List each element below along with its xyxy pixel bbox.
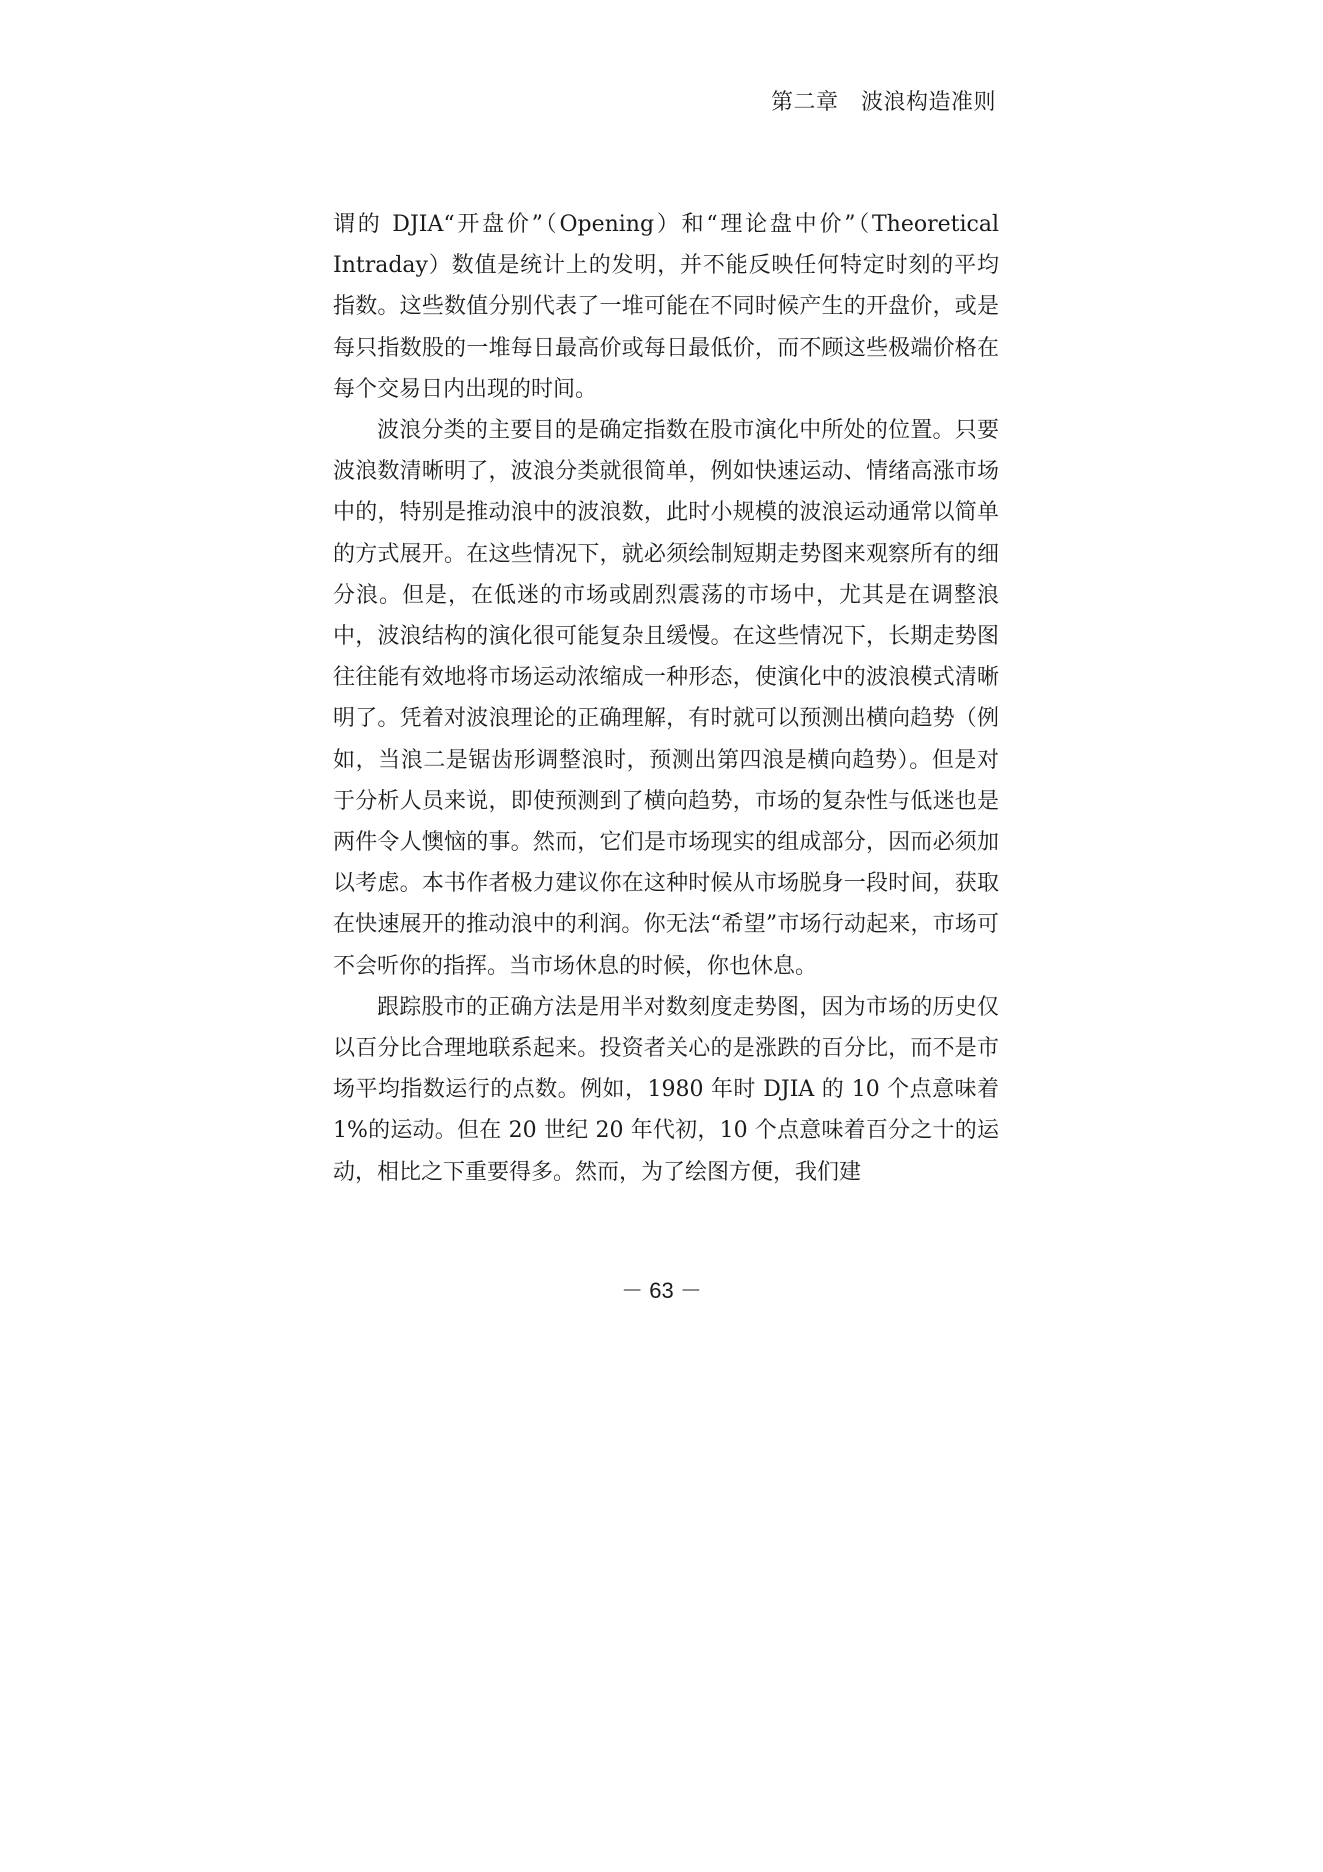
body-text — [333, 204, 999, 1193]
running-header-chapter-title: 第二章 波浪构造准则 — [770, 90, 996, 115]
page-number: － 63 － — [621, 1278, 702, 1303]
paragraph-continued: 谓的 DJIA“开盘价”（Opening）和“理论盘中价”（Theoretical Intraday）数值是统计上的发明，并不能反映任何特定时刻的平均指数。这些数值分别代表了一堆可能在不同时候产生的开盘价，或是每只指数股的一堆每日最高价或每日最低价，而不顾这些极端价格在每个交易日内出现的时间。 — [333, 212, 999, 402]
paragraph: 波浪分类的主要目的是确定指数在股市演化中所处的位置。只要波浪数清晰明了，波浪分类就很简单，例如快速运动、情绪高涨市场中的，特别是推动浪中的波浪数，此时小规模的波浪运动通常以简单的方式展开。在这些情况下，就必须绘制短期走势图来观察所有的细分浪。但是，在低迷的市场或剧烈震荡的市场中，尤其是在调整浪中，波浪结构的演化很可能复杂且缓慢。在这些情况下，长期走势图往往能有效地将市场运动浓缩成一种形态，使演化中的波浪模式清晰明了。凭着对波浪理论的正确理解，有时就可以预测出横向趋势（例如，当浪二是锯齿形调整浪时，预测出第四浪是横向趋势）。但是对于分析人员来说，即使预测到了横向趋势，市场的复杂性与低迷也是两件令人懊恼的事。然而，它们是市场现实的组成部分，因而必须加以考虑。本书作者极力建议你在这种时候从市场脱身一段时间，获取在快速展开的推动浪中的利润。你无法“希望”市场行动起来，市场可不会听你的指挥。当市场休息的时候，你也休息。 — [333, 418, 999, 979]
paragraph: 跟踪股市的正确方法是用半对数刻度走势图，因为市场的历史仅以百分比合理地联系起来。投资者关心的是涨跌的百分比，而不是市场平均指数运行的点数。例如，1980 年时 DJIA 的 10 个点意味着 1%的运动。但在 20 世纪 20 年代初，10 个点意味着百分之十的运动，相比之下重要得多。然而，为了绘图方便，我们建 — [333, 994, 999, 1185]
